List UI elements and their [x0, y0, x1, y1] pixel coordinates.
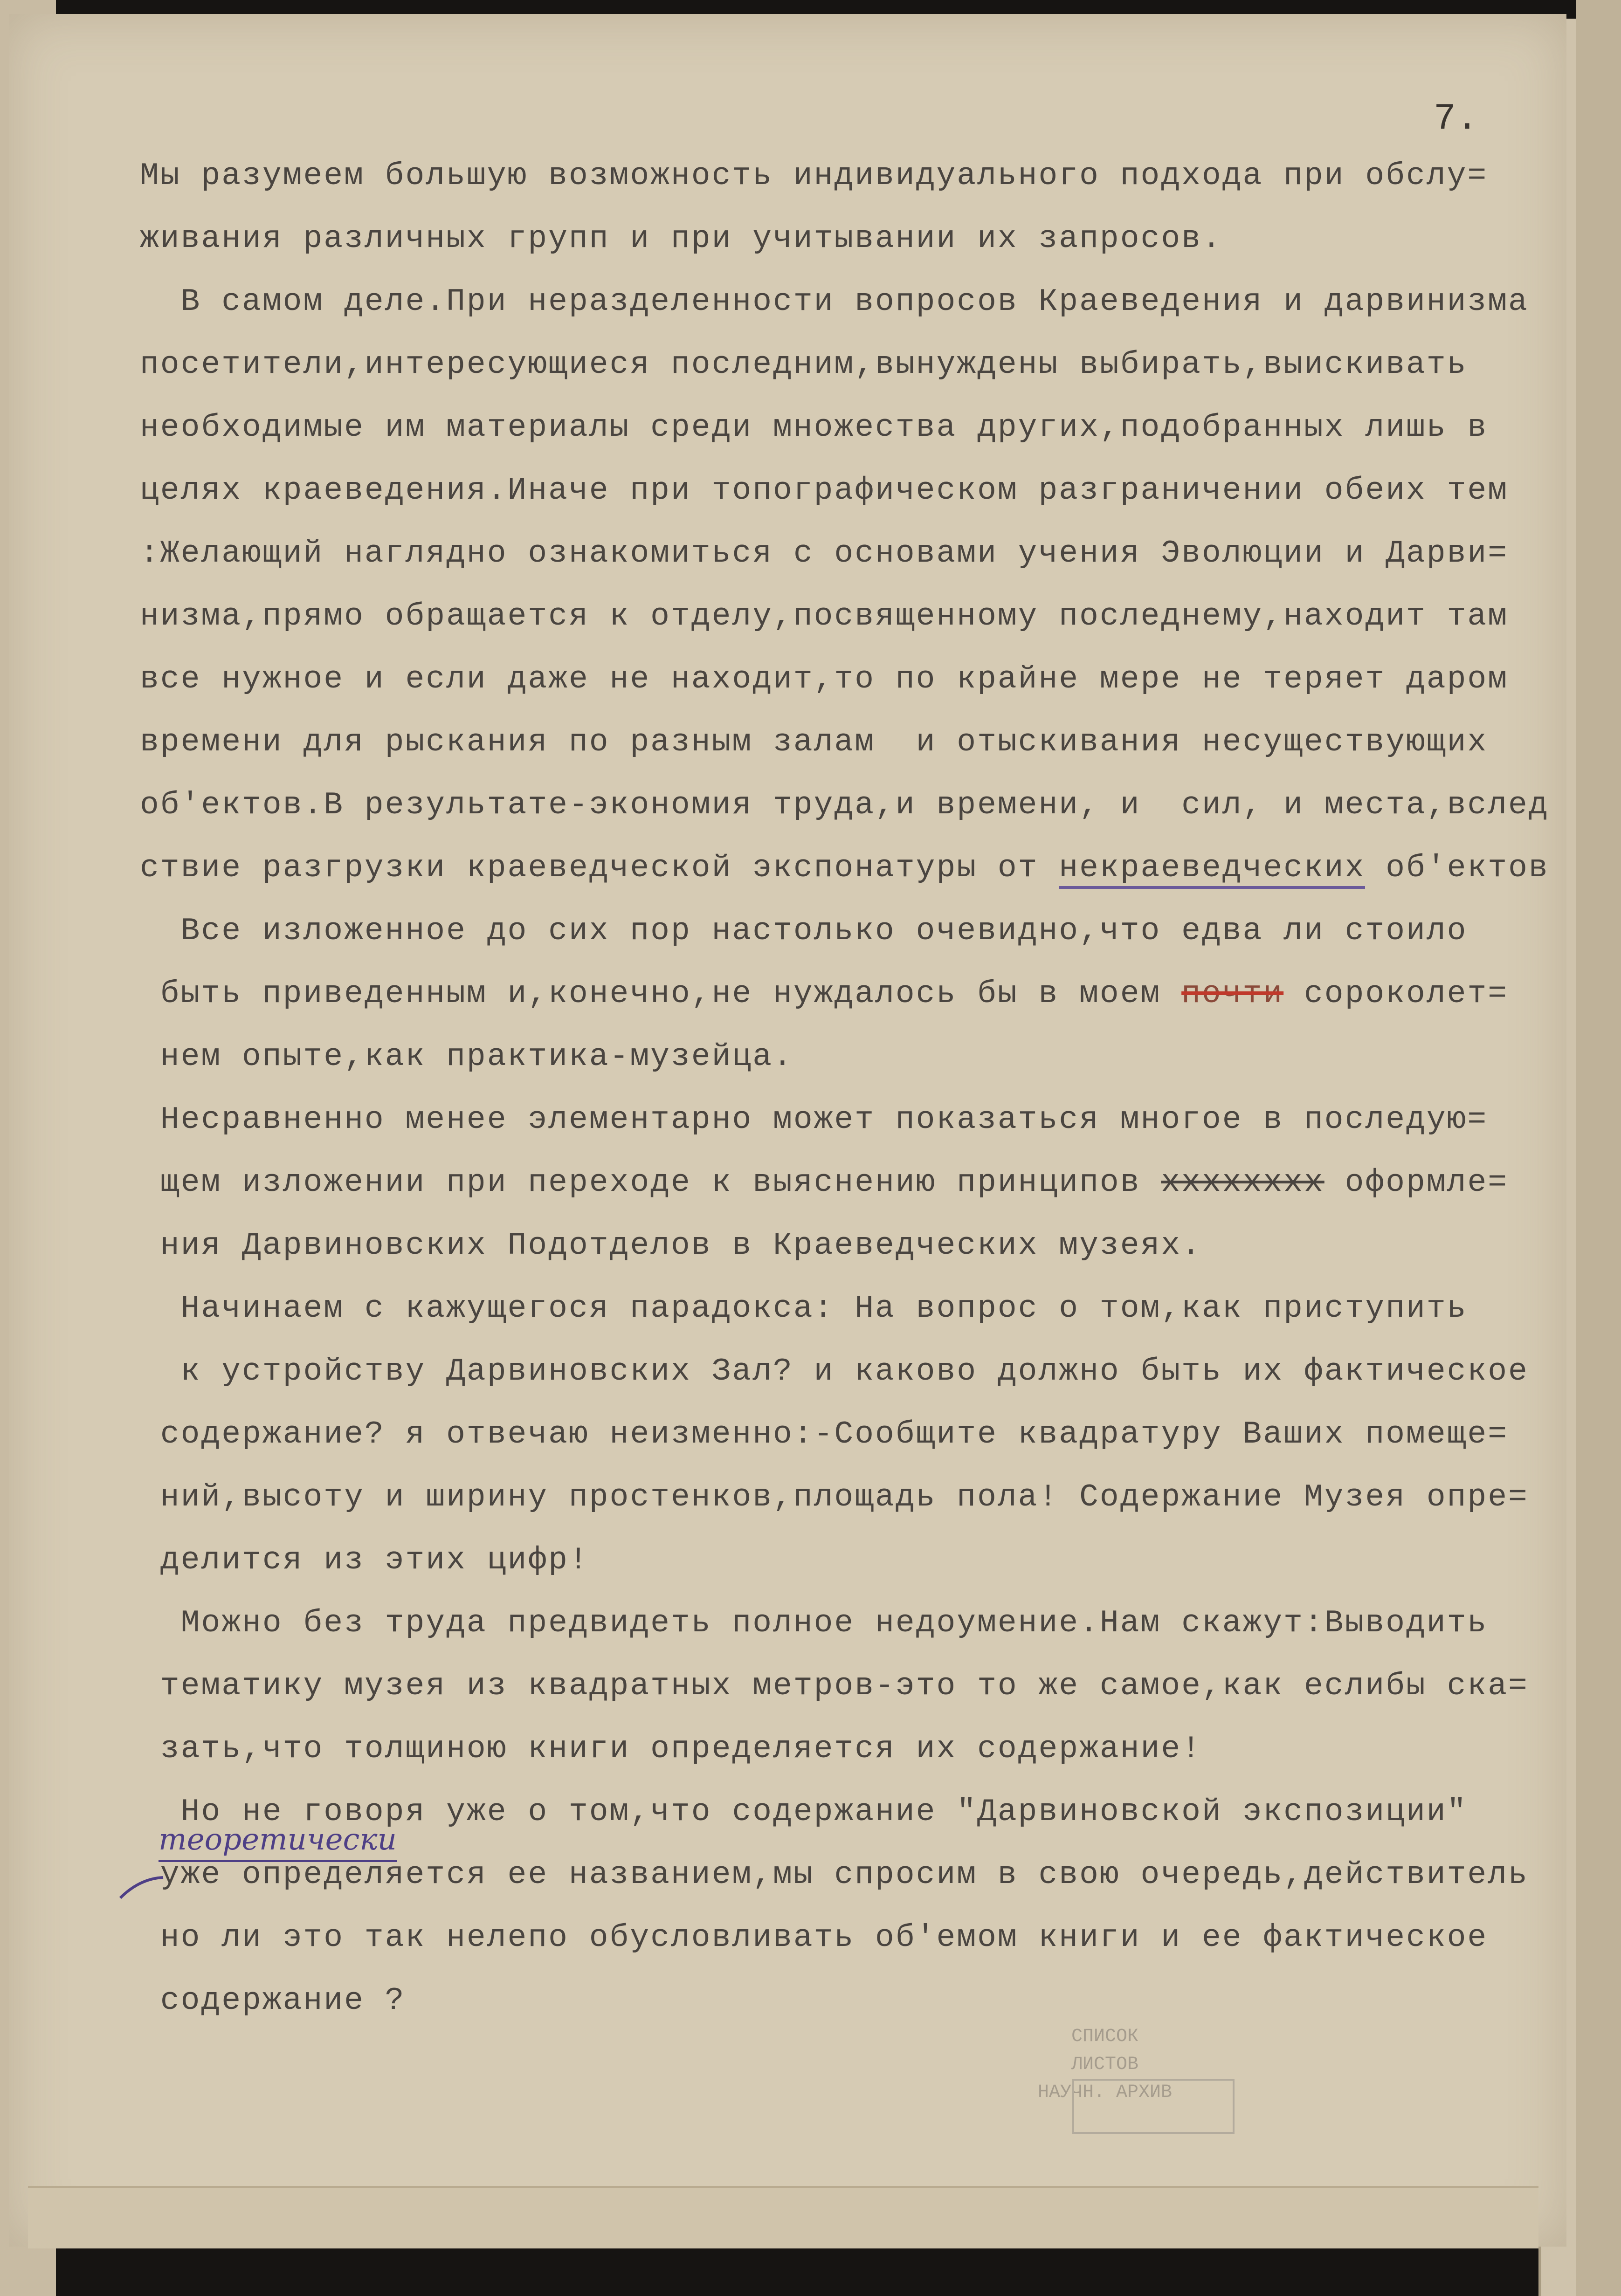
text-segment: ний,высоту и ширину простенков,площадь пола! Содержание Музея опре= — [140, 1479, 1529, 1515]
text-segment: времени для рыскания по разным залам и отыскивания несуществующих — [140, 724, 1488, 760]
text-line — [140, 1025, 1548, 1088]
text-line — [140, 1969, 1548, 2032]
text-segment: оформле= — [1324, 1165, 1509, 1201]
text-line — [140, 1340, 1548, 1403]
text-line — [140, 333, 1548, 396]
text-segment: Но не говоря уже о том,что содержание "Дарвиновской экспозиции" — [140, 1794, 1468, 1830]
text-segment: Все изложенное до сих пор настолько очевидно,что едва ли стоило — [140, 913, 1468, 949]
handwritten-insertion: теоретически — [159, 1822, 397, 1862]
stamp-line: НАУЧН. АРХИВ — [1037, 2082, 1173, 2103]
text-line — [140, 648, 1548, 711]
text-line — [140, 1906, 1548, 1969]
text-line — [140, 396, 1548, 459]
text-line — [140, 459, 1548, 522]
text-segment: Можно без труда предвидеть полное недоумение.Нам скажут:Выводить — [140, 1605, 1488, 1641]
text-line — [140, 585, 1548, 648]
text-line — [140, 1151, 1548, 1214]
text-line — [140, 711, 1548, 774]
text-segment: Начинаем с кажущегося парадокса: На вопрос о том,как приступить — [140, 1291, 1468, 1327]
back-sheet-edge-outer — [1576, 0, 1621, 2296]
text-segment: щем изложении при переходе к выяснению принципов — [140, 1165, 1161, 1201]
text-line — [140, 207, 1548, 270]
text-line — [140, 1088, 1548, 1151]
text-line — [140, 144, 1548, 207]
text-segment: делится из этих цифр! — [140, 1542, 589, 1578]
typed-body-text — [140, 144, 1548, 2032]
text-line — [140, 774, 1548, 837]
text-segment: живания различных групп и при учитывании их запросов. — [140, 221, 1222, 257]
text-line — [140, 1529, 1548, 1592]
text-line — [140, 1592, 1548, 1655]
text-segment: уже определяется ее названием,мы спросим в свою очередь,действитель — [140, 1857, 1529, 1893]
text-line — [140, 1277, 1548, 1340]
text-line — [140, 1214, 1548, 1277]
text-segment: Мы разумеем большую возможность индивидуального подхода при обслу= — [140, 158, 1488, 194]
insertion-mark-icon — [117, 1874, 168, 1902]
text-segment: посетители,интересующиеся последним,вынуждены выбирать,выискивать — [140, 347, 1468, 383]
text-segment: содержание? я отвечаю неизменно:-Сообщите квадратуру Ваших помеще= — [140, 1416, 1509, 1452]
text-line — [140, 270, 1548, 333]
text-segment: :Желающий наглядно ознакомиться с основами учения Эволюции и Дарви= — [140, 536, 1509, 571]
text-segment: но ли это так нелепо обусловливать об'емом книги и ее фактическое — [140, 1920, 1488, 1956]
stamp-line: ЛИСТОВ — [1071, 2054, 1139, 2075]
text-segment: необходимые им материалы среди множества других,подобранных лишь в — [140, 410, 1488, 446]
text-segment: об'ектов.В результате-экономия труда,и времени, и сил, и места,вслед — [140, 787, 1549, 823]
text-segment-underline-violet: некраеведческих — [1059, 850, 1365, 889]
stamp-frame — [1072, 2079, 1235, 2134]
stamp-line: СПИСОК — [1071, 2026, 1139, 2047]
text-segment: В самом деле.При неразделенности вопросов Краеведения и дарвинизма — [140, 284, 1529, 320]
text-line — [140, 837, 1548, 900]
text-segment: низма,прямо обращается к отделу,посвященному последнему,находит там — [140, 598, 1509, 634]
text-line — [140, 1655, 1548, 1718]
text-segment: к устройству Дарвиновских Зал? и каково должно быть их фактическое — [140, 1354, 1529, 1389]
text-segment: ния Дарвиновских Подотделов в Краеведческих музеях. — [140, 1228, 1202, 1264]
text-line — [140, 1403, 1548, 1466]
text-segment: содержание ? — [140, 1983, 406, 2019]
page-number: 7. — [1434, 98, 1479, 140]
text-line — [140, 900, 1548, 962]
text-segment: нем опыте,как практика-музейца. — [140, 1039, 793, 1075]
text-segment: тематику музея из квадратных метров-это то же самое,как еслибы ска= — [140, 1668, 1529, 1704]
archive-stamp — [974, 2023, 1235, 2135]
text-segment: зать,что толщиною книги определяется их содержание! — [140, 1731, 1202, 1767]
text-segment: ствие разгрузки краеведческой экспонатуры от — [140, 850, 1059, 886]
text-line — [140, 962, 1548, 1025]
text-segment: целях краеведения.Иначе при топографическом разграничении обеих тем — [140, 473, 1509, 509]
text-segment-struck: хххххххх — [1161, 1165, 1324, 1201]
text-segment: Несравненно менее элементарно может показаться многое в последую= — [140, 1102, 1488, 1138]
text-line — [140, 522, 1548, 585]
text-segment: быть приведенным и,конечно,не нуждалось бы в моем — [140, 976, 1182, 1012]
text-line — [140, 1718, 1548, 1780]
text-segment: об'ектов — [1365, 850, 1549, 886]
text-segment: все нужное и если даже не находит,то по крайне мере не теряет даром — [140, 661, 1509, 697]
page-bottom-fold — [28, 2186, 1538, 2248]
text-line — [140, 1466, 1548, 1529]
text-segment: сороколет= — [1283, 976, 1509, 1012]
text-segment-strike-red: почти — [1181, 976, 1284, 1012]
